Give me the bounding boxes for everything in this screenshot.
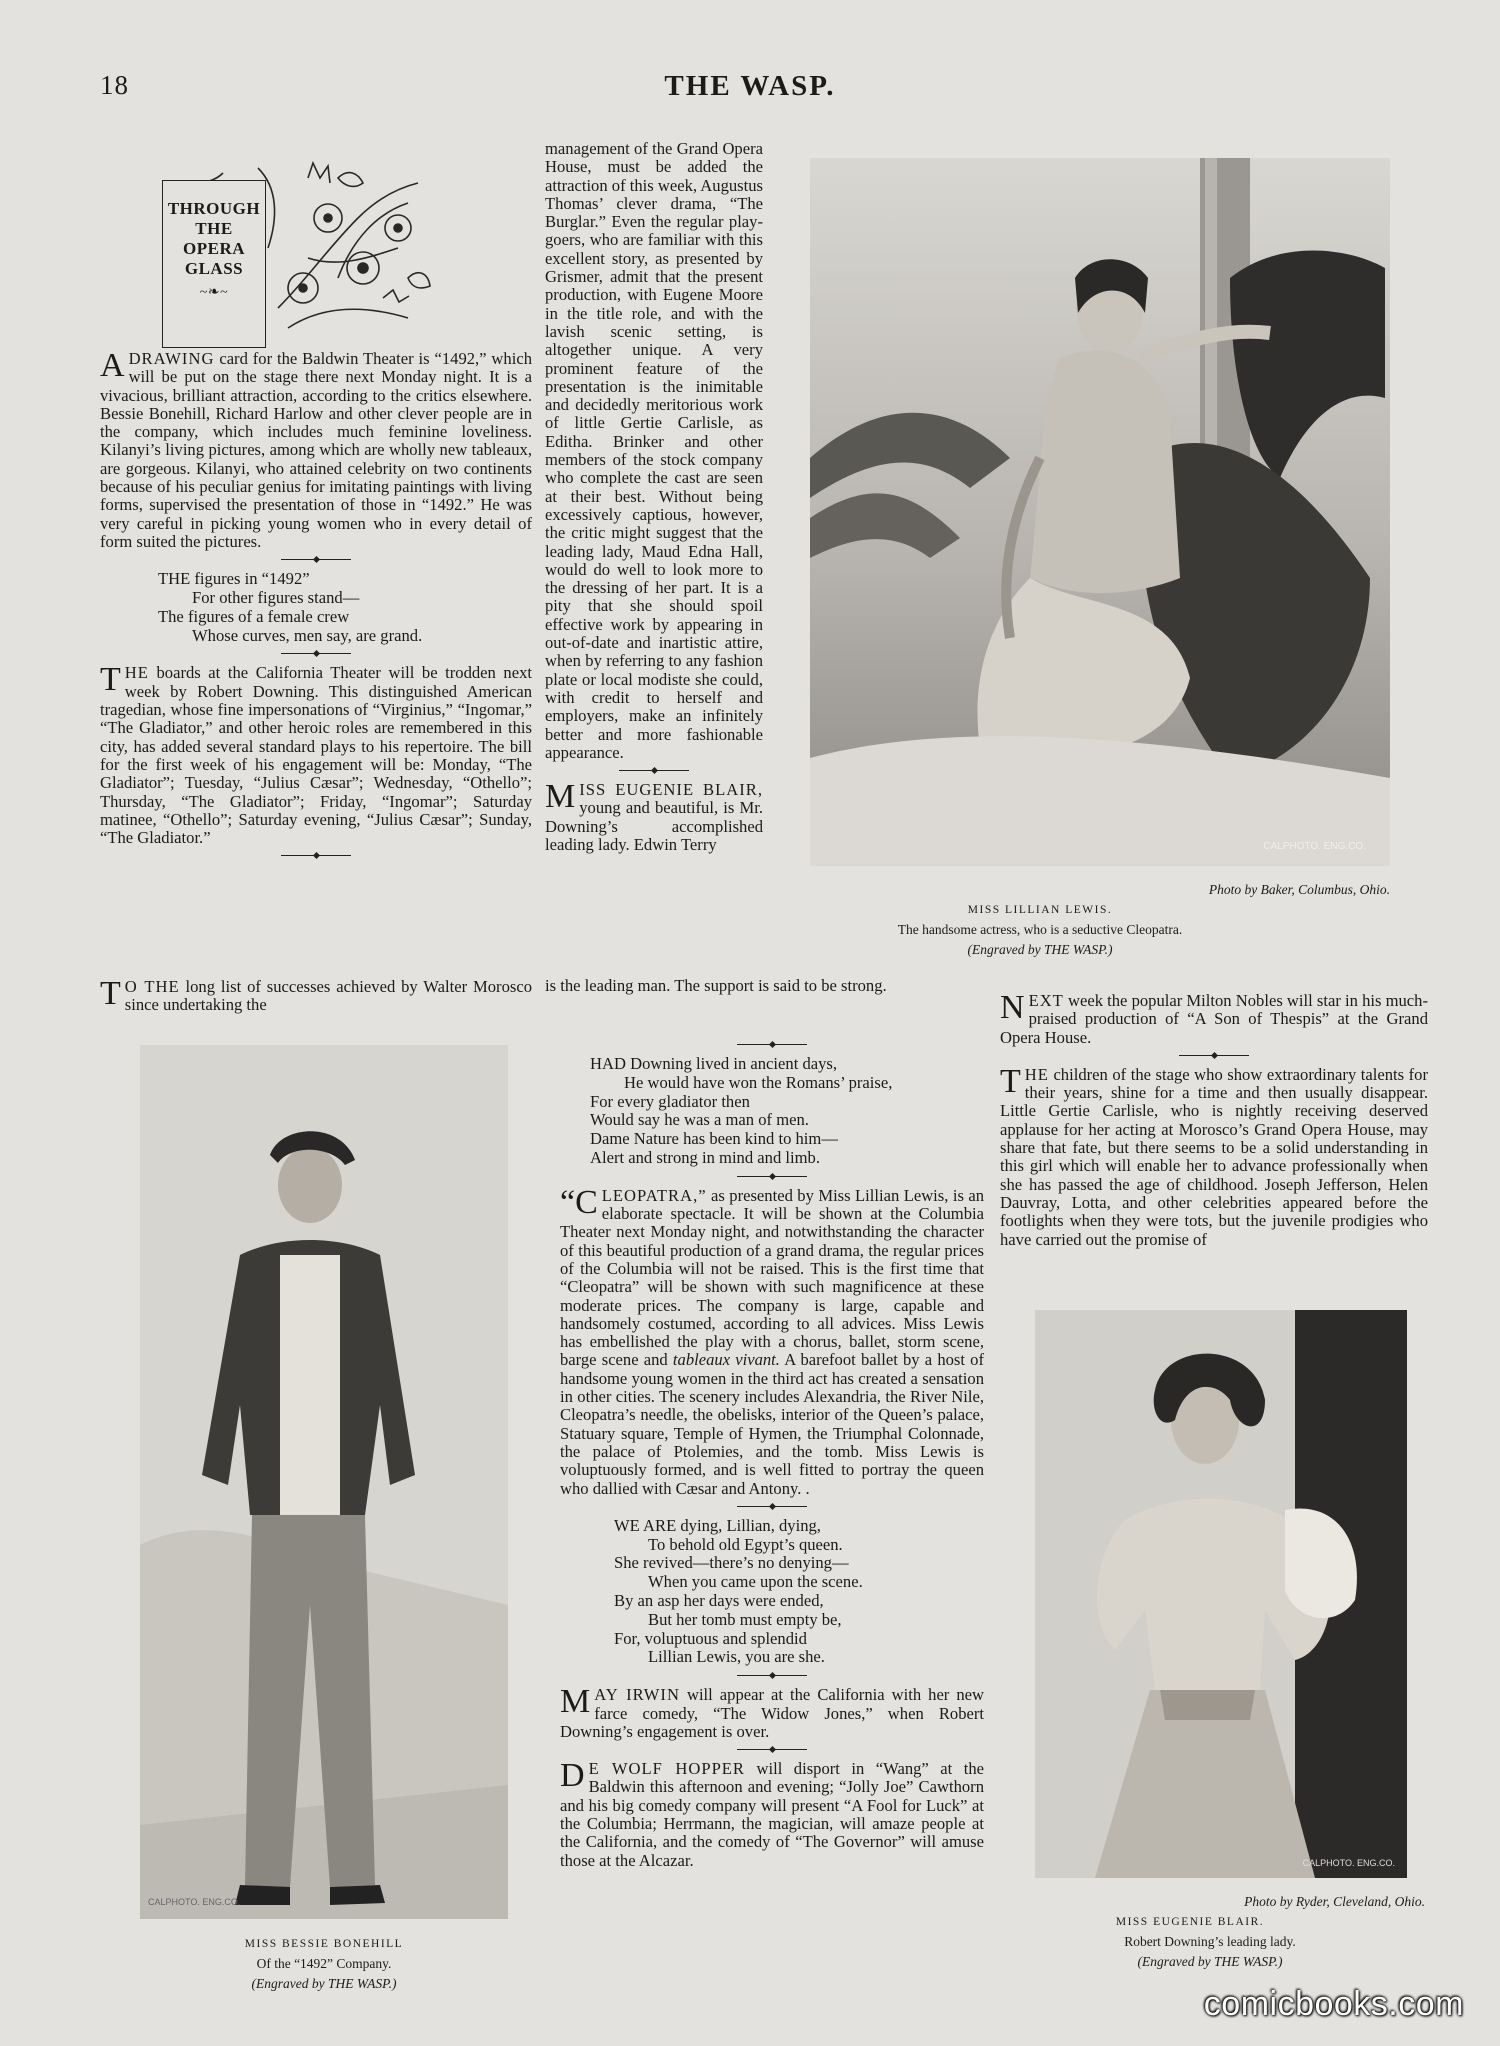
- article-baldwin: ADRAWING card for the Baldwin Theater is “1492,” which will be put on the stage there next Monday night. It is a vivacious, brilliant attraction, according to the critics elsewhere. Bessie Bonehill, Richard Harlow and other clever people are in the company, which includes much feminine loveliness. Kilanyi’s living pictures, among which are wholly new tableaux, are gorgeous. Kilanyi, who attained celebrity on two continents because of his peculiar genius for imitating paintings with living forms, supervised the presentation of those in “1492.” He was very careful in picking young women who in every detail of form suited the pictures.: [100, 347, 532, 551]
- poem-1492: THE figures in “1492” For other figures stand— The figures of a female crew Whose curves, men say, are grand.: [158, 569, 423, 645]
- article-blair: MISS EUGENIE BLAIR, young and beautiful, is Mr. Downing’s accomplished leading lady. Edwin Terry: [545, 778, 763, 854]
- poem-downing: HAD Downing lived in ancient days, He would have won the Romans’ praise, For every gladiator then Would say he was a man of men. Dame Nature has been kind to him— Alert and strong in mind and limb.: [590, 1054, 893, 1167]
- divider: [737, 1176, 807, 1177]
- cleopatra-photo-image: [810, 158, 1390, 866]
- divider: [281, 855, 351, 856]
- caption-eugenie-blair: Photo by Ryder, Cleveland, Ohio. MISS EUGENIE BLAIR. Robert Downing’s leading lady. (Engraved by THE WASP.): [1115, 1894, 1425, 1969]
- left-column: [100, 347, 532, 866]
- divider: [737, 1044, 807, 1045]
- ornament-icon: ~❧~: [199, 285, 229, 300]
- floral-illustration: [108, 158, 438, 338]
- column-title-line: THE: [195, 219, 233, 238]
- blair-photo-image: [1035, 1310, 1407, 1878]
- divider: [1179, 1055, 1249, 1056]
- divider: [281, 559, 351, 560]
- article-cleopatra: “CLEOPATRA,” as presented by Miss Lillian Lewis, is an elaborate spectacle. It will be shown at the Columbia Theater next Monday night, and notwithstanding the character of this beautiful production of a grand drama, the regular prices of the Columbia will not be raised. This is the first time that “Cleopatra” will be shown with such magnificence at these moderate prices. The company is large, capable and handsomely costumed, according to all advices. Miss Lewis has embellished the play with a chorus, ballet, storm scene, barge scene and tableaux vivant. A barefoot ballet by a host of handsome young women in the third act has created a sensation in other cities. The scenery includes Alexandria, the River Nile, Cleopatra’s needle, the obelisks, interior of the Queen’s palace, Statuary square, Temple of Hymen, the Triumphal Colonnade, the palace of Ptolemies, and the tomb. Miss Lewis is voluptuously formed, and is well fitted to portray the queen who dallied with Cæsar and Antony. .: [560, 1183, 984, 1498]
- column-title-line: OPERA: [183, 239, 245, 258]
- article-blair-cont: is the leading man. The support is said to be strong.: [545, 976, 887, 995]
- site-watermark: comicbooks.com: [1203, 1985, 1464, 2023]
- photo-lillian-lewis: [810, 158, 1390, 866]
- article-morosco: T O THE long list of successes achieved by Walter Morosco since undertaking the: [100, 975, 533, 1015]
- photo-bessie-bonehill: [140, 1045, 508, 1919]
- column-title-line: GLASS: [184, 259, 244, 278]
- article-hopper: D E WOLF HOPPER will disport in “Wang” at the Baldwin this afternoon and evening; “Jolly Joe” Cawthorn and his big comedy company will present “A Fool for Luck” at the Columbia; Herrmann, the magician, will amaze people at the California, and the comedy of “The Governor” will amuse those at the Alcazar.: [560, 1757, 984, 1870]
- divider: [737, 1675, 807, 1676]
- engraver-mark: CALPHOTO. ENG.CO.: [148, 1897, 241, 1907]
- poem-lillian: WE ARE dying, Lillian, dying, To behold old Egypt’s queen. She revived—there’s no denying— When you came upon the scene. By an asp her days were ended, But her tomb must empty be, For, voluptuous and splendid Lillian Lewis, you are she.: [614, 1515, 863, 1667]
- divider: [281, 653, 351, 654]
- article-california: THE boards at the California Theater will be trodden next week by Robert Downing. This distinguished American tragedian, whose fine impersonations of “Virginius,” “Ingomar,” “The Gladiator,” and other heroic roles are remembered in this city, has added several standard plays to his repertoire. The bill for the first week of his engagement will be: Monday, “The Gladiator”; Tuesday, “Julius Cæsar”; Wednesday, “Othello”; Thursday, “The Gladiator”; Friday, “Ingomar”; Saturday matinee, “Othello”; Saturday evening, “Julius Cæsar”; Sunday, “The Gladiator.”: [100, 661, 532, 848]
- caption-bessie-bonehill: MISS BESSIE BONEHILL Of the “1492” Company. (Engraved by THE WASP.): [244, 1938, 404, 1991]
- middle-column: [545, 140, 763, 854]
- right-column: [1000, 989, 1428, 1249]
- article-morosco-cont: management of the Grand Opera House, must be added the attraction of this week, Augustus Thomas’ clever drama, “The Burglar.” Even the regular play-goers, who are familiar with this excellent story, as presented by Grismer, admit that the present production, with Eugene Moore in the title role, and with the lavish scenic setting, is altogether unique. A very prominent feature of the presentation is the inimitable and decidedly meritorious work of little Gertie Carlisle, as Editha. Brinker and other members of the stock company who complete the cast are seen at their best. Without being excessively captious, however, the critic might suggest that the leading lady, Maud Edna Hall, would do well to look more to the dressing of her part. It is a pity that she should spoil effective work by appearing in out-of-date and inartistic attire, when by referring to any fashion plate or local modiste she could, with credit to herself and employers, make an infinitely better and more fashionable appearance.: [545, 139, 763, 762]
- page-title: THE WASP.: [664, 70, 836, 102]
- divider: [619, 770, 689, 771]
- center-column: [560, 1036, 984, 1870]
- engraver-mark: CALPHOTO. ENG.CO.: [1263, 841, 1366, 852]
- column-title-box: [162, 180, 266, 348]
- page-number: 18: [100, 70, 129, 100]
- divider: [737, 1749, 807, 1750]
- divider: [737, 1506, 807, 1507]
- engraver-mark: CALPHOTO. ENG.CO.: [1302, 1858, 1395, 1868]
- article-may-irwin: MAY IRWIN will appear at the California with her new farce comedy, “The Widow Jones,” when Robert Downing’s engagement is over.: [560, 1683, 984, 1741]
- bonehill-photo-image: [140, 1045, 508, 1919]
- article-nobles: NEXT week the popular Milton Nobles will star in his much-praised production of “A Son of Thespis” at the Grand Opera House.: [1000, 989, 1428, 1047]
- caption-lillian-lewis: Photo by Baker, Columbus, Ohio. MISS LILLIAN LEWIS. The handsome actress, who is a seductive Cleopatra. (Engraved by THE WASP.): [897, 882, 1390, 957]
- article-carlisle: THE children of the stage who show extraordinary talents for their years, shine for a time and then usually disappear. Little Gertie Carlisle, who is nightly receiving deserved applause for her acting at Morosco’s Grand Opera House, may share that fate, but there seems to be a solid understanding in this girl which will enable her to advance professionally when she has passed the age of childhood. Joseph Jefferson, Helen Dauvray, Lotta, and other celebrities appeared before the footlights when they were tots, but the juvenile prodigies who have carried out the promise of: [1000, 1062, 1428, 1249]
- photo-eugenie-blair: [1035, 1310, 1407, 1878]
- column-title-line: THROUGH: [167, 199, 261, 218]
